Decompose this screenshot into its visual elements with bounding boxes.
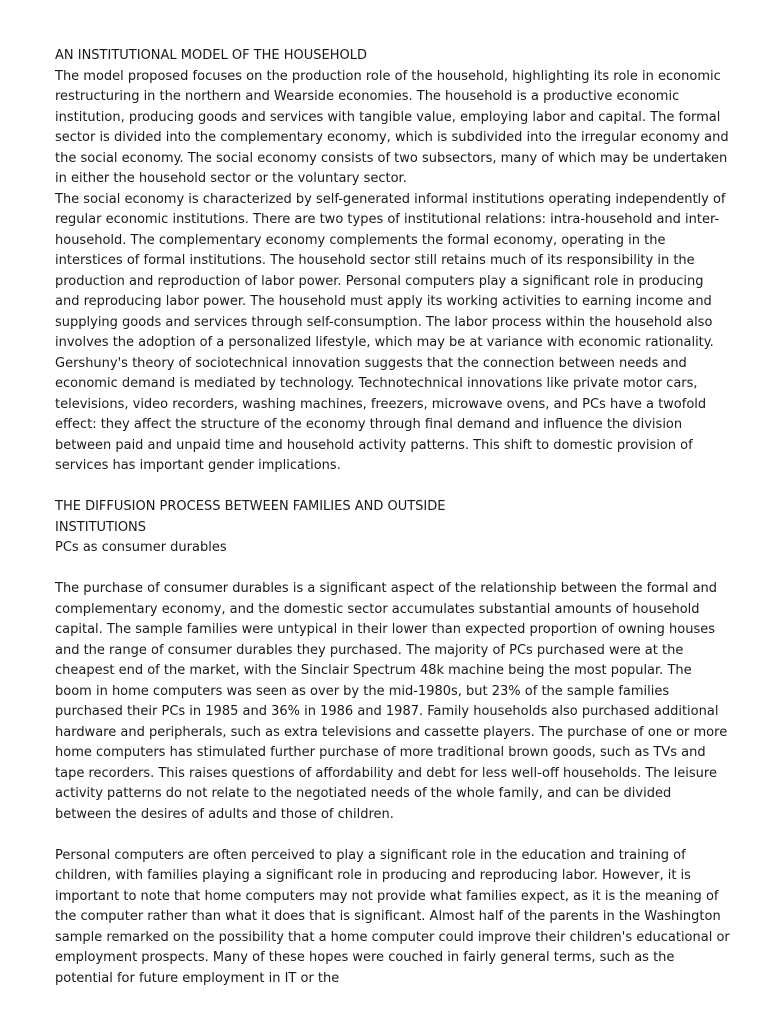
paragraph-education-training: Personal computers are often perceived to play a significant role in the education and training of children, with families playing a significant role in producing and reproducing labor. However, it is important to note that home computers may not provide what families expect, as it is the meaning of the computer rather than what it does that is significant. Almost half of the parents in the Washington sample remarked on the possibility that a home computer could improve their children's educational or employment prospects. Many of these hopes were couched in fairly general terms, such as the potential for future employment in IT or the	[55, 847, 730, 986]
paragraph-spacer	[55, 825, 731, 846]
section-heading-diffusion-line1: THE DIFFUSION PROCESS BETWEEN FAMILIES AND OUTSIDE	[55, 499, 446, 514]
section-heading-diffusion-line2: INSTITUTIONS	[55, 519, 147, 535]
document-page	[55, 46, 731, 989]
paragraph-consumer-durables: The purchase of consumer durables is a significant aspect of the relationship between the formal and complementary economy, and the domestic sector accumulates substantial amounts of household capital. The sample families were untypical in their lower than expected proportion of owning houses and the range of consumer durables they purchased. The majority of PCs purchased were at the cheapest end of the market, with the Sinclair Spectrum 48k machine being the most popular. The boom in home computers was seen as over by the mid-1980s, but 23% of the sample families purchased their PCs in 1985 and 36% in 1986 and 1987. Family households also purchased additional hardware and peripherals, such as extra televisions and cassette players. The purchase of one or more home computers has stimulated further purchase of more traditional brown goods, such as TVs and tape recorders. This raises questions of affordability and debt for less well-off households. The leisure activity patterns do not relate to the negotiated needs of the whole family, and can be divided between the desires of adults and those of children.	[55, 581, 728, 822]
section-heading-institutional-model: AN INSTITUTIONAL MODEL OF THE HOUSEHOLD	[55, 48, 367, 63]
paragraph-spacer	[55, 477, 731, 498]
paragraph-model-overview: The model proposed focuses on the production role of the household, highlighting its role in economic restructuring in the northern and Wearside economies. The household is a productive economic institution, producing goods and services with tangible value, employing labor and capital. The formal sector is divided into the complementary economy, which is subdivided into the irregular economy and the social economy. The social economy consists of two subsectors, many of which may be undertaken in either the household sector or the voluntary sector.	[55, 68, 729, 186]
subheading-consumer-durables: PCs as consumer durables	[55, 540, 227, 555]
paragraph-social-economy: The social economy is characterized by self-generated informal institutions operating independently of regular economic institutions. There are two types of institutional relations: intra-household and inter-household. The complementary economy complements the formal economy, operating in the interstices of formal institutions. The household sector still retains much of its responsibility in the production and reproduction of labor power. Personal computers play a significant role in producing and reproducing labor power. The household must apply its working activities to earning income and supplying goods and services through self-consumption. The labor process within the household also involves the adoption of a personalized lifestyle, which may be at variance with economic rationality. Gershuny's theory of sociotechnical innovation suggests that the connection between needs and economic demand is mediated by technology. Technotechnical innovations like private motor cars, televisions, video recorders, washing machines, freezers, microwave ovens, and PCs have a twofold effect: they affect the structure of the economy through final demand and influence the division between paid and unpaid time and household activity patterns. This shift to domestic provision of services has important gender implications.	[55, 191, 726, 473]
paragraph-spacer	[55, 559, 731, 580]
